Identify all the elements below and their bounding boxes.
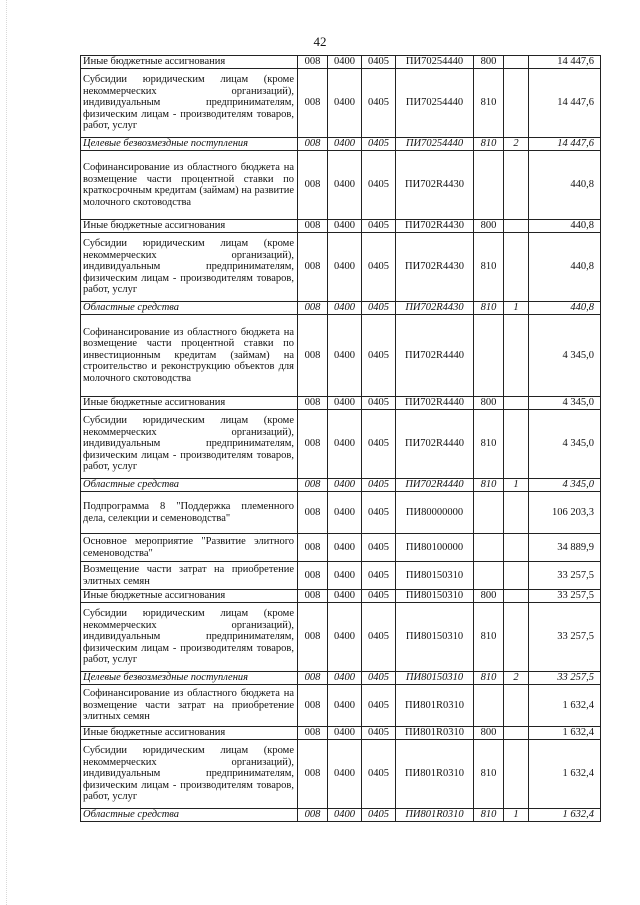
amount-cell: 106 203,3 [529,492,601,534]
funding-source-cell [504,233,529,302]
amount-cell: 440,8 [529,302,601,315]
amount-cell: 440,8 [529,220,601,233]
amount-cell: 34 889,9 [529,534,601,562]
target-article-cell: ПИ80150310 [396,562,474,590]
section-code-cell: 0400 [328,727,362,740]
expense-type-cell: 810 [474,69,504,138]
name-cell: Субсидии юридическим лицам (кроме некоммерческих организаций), индивидуальным предпринимателям, физическим лицам - производителям товаров, работ, услуг [81,233,298,302]
expense-type-cell: 810 [474,672,504,685]
target-article-cell: ПИ80000000 [396,492,474,534]
target-article-cell: ПИ801R0310 [396,727,474,740]
ministry-code-cell: 008 [298,410,328,479]
section-code-cell: 0400 [328,672,362,685]
amount-cell: 4 345,0 [529,410,601,479]
subsection-code-cell: 0405 [362,685,396,727]
amount-cell: 1 632,4 [529,740,601,809]
section-code-cell: 0400 [328,138,362,151]
amount-cell: 440,8 [529,151,601,220]
funding-source-cell [504,410,529,479]
ministry-code-cell: 008 [298,809,328,822]
amount-cell: 33 257,5 [529,603,601,672]
amount-cell: 4 345,0 [529,479,601,492]
amount-cell: 33 257,5 [529,672,601,685]
target-article-cell: ПИ801R0310 [396,740,474,809]
amount-cell: 14 447,6 [529,69,601,138]
subsection-code-cell: 0405 [362,590,396,603]
subsection-code-cell: 0405 [362,727,396,740]
section-code-cell: 0400 [328,397,362,410]
subsection-code-cell: 0405 [362,492,396,534]
ministry-code-cell: 008 [298,69,328,138]
target-article-cell: ПИ702R4440 [396,410,474,479]
expense-type-cell: 810 [474,233,504,302]
table-row [81,220,601,233]
name-cell: Иные бюджетные ассигнования [81,590,298,603]
name-cell: Подпрограмма 8 "Поддержка племенного дела, селекции и семеноводства" [81,492,298,534]
ministry-code-cell: 008 [298,315,328,397]
ministry-code-cell: 008 [298,603,328,672]
expense-type-cell: 800 [474,727,504,740]
target-article-cell: ПИ702R4430 [396,151,474,220]
table-row [81,315,601,397]
amount-cell: 14 447,6 [529,56,601,69]
name-cell: Субсидии юридическим лицам (кроме некоммерческих организаций), индивидуальным предпринимателям, физическим лицам - производителям товаров, работ, услуг [81,410,298,479]
expense-type-cell [474,562,504,590]
ministry-code-cell: 008 [298,302,328,315]
table-row [81,534,601,562]
target-article-cell: ПИ80100000 [396,534,474,562]
ministry-code-cell: 008 [298,534,328,562]
ministry-code-cell: 008 [298,138,328,151]
table-row [81,590,601,603]
table-row [81,740,601,809]
funding-source-cell [504,562,529,590]
expense-type-cell: 810 [474,809,504,822]
expense-type-cell [474,315,504,397]
expense-type-cell: 810 [474,138,504,151]
name-cell: Иные бюджетные ассигнования [81,56,298,69]
name-cell: Целевые безвозмездные поступления [81,672,298,685]
section-code-cell: 0400 [328,151,362,220]
funding-source-cell: 1 [504,302,529,315]
funding-source-cell [504,397,529,410]
subsection-code-cell: 0405 [362,410,396,479]
name-cell: Субсидии юридическим лицам (кроме некоммерческих организаций), индивидуальным предпринимателям, физическим лицам - производителям товаров, работ, услуг [81,740,298,809]
section-code-cell: 0400 [328,562,362,590]
ministry-code-cell: 008 [298,220,328,233]
section-code-cell: 0400 [328,603,362,672]
section-code-cell: 0400 [328,233,362,302]
name-cell: Основное мероприятие "Развитие элитного семеноводства" [81,534,298,562]
expense-type-cell: 800 [474,56,504,69]
expense-type-cell [474,151,504,220]
subsection-code-cell: 0405 [362,672,396,685]
amount-cell: 33 257,5 [529,590,601,603]
subsection-code-cell: 0405 [362,603,396,672]
name-cell: Областные средства [81,809,298,822]
expense-type-cell: 800 [474,220,504,233]
page-number: 42 [313,34,327,49]
funding-source-cell: 2 [504,138,529,151]
target-article-cell: ПИ80150310 [396,590,474,603]
ministry-code-cell: 008 [298,727,328,740]
target-article-cell: ПИ702R4440 [396,315,474,397]
target-article-cell: ПИ80150310 [396,603,474,672]
funding-source-cell: 2 [504,672,529,685]
table-row [81,233,601,302]
subsection-code-cell: 0405 [362,138,396,151]
name-cell: Областные средства [81,302,298,315]
funding-source-cell [504,315,529,397]
section-code-cell: 0400 [328,56,362,69]
ministry-code-cell: 008 [298,479,328,492]
section-code-cell: 0400 [328,315,362,397]
name-cell: Субсидии юридическим лицам (кроме некоммерческих организаций), индивидуальным предпринимателям, физическим лицам - производителям товаров, работ, услуг [81,69,298,138]
amount-cell: 1 632,4 [529,685,601,727]
binder-margin-line [6,0,7,905]
expense-type-cell: 800 [474,590,504,603]
funding-source-cell [504,727,529,740]
budget-table [80,55,601,822]
section-code-cell: 0400 [328,302,362,315]
funding-source-cell [504,492,529,534]
table-row [81,562,601,590]
expense-type-cell: 810 [474,410,504,479]
ministry-code-cell: 008 [298,685,328,727]
expense-type-cell [474,685,504,727]
target-article-cell: ПИ70254440 [396,69,474,138]
target-article-cell: ПИ702R4430 [396,233,474,302]
subsection-code-cell: 0405 [362,220,396,233]
subsection-code-cell: 0405 [362,233,396,302]
section-code-cell: 0400 [328,479,362,492]
funding-source-cell [504,590,529,603]
subsection-code-cell: 0405 [362,302,396,315]
target-article-cell: ПИ702R4430 [396,302,474,315]
subsection-code-cell: 0405 [362,740,396,809]
ministry-code-cell: 008 [298,233,328,302]
funding-source-cell: 1 [504,479,529,492]
ministry-code-cell: 008 [298,740,328,809]
ministry-code-cell: 008 [298,562,328,590]
target-article-cell: ПИ70254440 [396,56,474,69]
ministry-code-cell: 008 [298,492,328,534]
subsection-code-cell: 0405 [362,534,396,562]
expense-type-cell [474,492,504,534]
subsection-code-cell: 0405 [362,479,396,492]
table-row [81,603,601,672]
ministry-code-cell: 008 [298,672,328,685]
section-code-cell: 0400 [328,492,362,534]
funding-source-cell [504,534,529,562]
table-row [81,672,601,685]
funding-source-cell [504,740,529,809]
table-row [81,727,601,740]
funding-source-cell [504,685,529,727]
subsection-code-cell: 0405 [362,562,396,590]
target-article-cell: ПИ702R4440 [396,479,474,492]
name-cell: Возмещение части затрат на приобретение элитных семян [81,562,298,590]
amount-cell: 4 345,0 [529,315,601,397]
name-cell: Иные бюджетные ассигнования [81,220,298,233]
amount-cell: 440,8 [529,233,601,302]
target-article-cell: ПИ70254440 [396,138,474,151]
table-row [81,397,601,410]
name-cell: Областные средства [81,479,298,492]
table-row [81,151,601,220]
target-article-cell: ПИ702R4440 [396,397,474,410]
table-row [81,56,601,69]
table-row [81,302,601,315]
name-cell: Софинансирование из областного бюджета на возмещение части затрат на приобретение элитных семян [81,685,298,727]
subsection-code-cell: 0405 [362,315,396,397]
subsection-code-cell: 0405 [362,56,396,69]
section-code-cell: 0400 [328,69,362,138]
funding-source-cell [504,56,529,69]
name-cell: Иные бюджетные ассигнования [81,397,298,410]
ministry-code-cell: 008 [298,151,328,220]
name-cell: Иные бюджетные ассигнования [81,727,298,740]
ministry-code-cell: 008 [298,590,328,603]
ministry-code-cell: 008 [298,397,328,410]
funding-source-cell: 1 [504,809,529,822]
section-code-cell: 0400 [328,740,362,809]
section-code-cell: 0400 [328,534,362,562]
subsection-code-cell: 0405 [362,151,396,220]
target-article-cell: ПИ801R0310 [396,809,474,822]
table-row [81,410,601,479]
target-article-cell: ПИ702R4430 [396,220,474,233]
amount-cell: 4 345,0 [529,397,601,410]
ministry-code-cell: 008 [298,56,328,69]
expense-type-cell [474,534,504,562]
table-row [81,69,601,138]
section-code-cell: 0400 [328,809,362,822]
table-row [81,479,601,492]
table-row [81,809,601,822]
expense-type-cell: 810 [474,603,504,672]
amount-cell: 1 632,4 [529,727,601,740]
name-cell: Софинансирование из областного бюджета на возмещение части процентной ставки по краткосрочным кредитам (займам) на развитие молочного скотоводства [81,151,298,220]
amount-cell: 33 257,5 [529,562,601,590]
expense-type-cell: 810 [474,479,504,492]
name-cell: Целевые безвозмездные поступления [81,138,298,151]
table-row [81,492,601,534]
funding-source-cell [504,151,529,220]
subsection-code-cell: 0405 [362,809,396,822]
funding-source-cell [504,69,529,138]
expense-type-cell: 810 [474,740,504,809]
amount-cell: 14 447,6 [529,138,601,151]
section-code-cell: 0400 [328,685,362,727]
subsection-code-cell: 0405 [362,397,396,410]
section-code-cell: 0400 [328,410,362,479]
table-row [81,685,601,727]
funding-source-cell [504,220,529,233]
section-code-cell: 0400 [328,590,362,603]
expense-type-cell: 810 [474,302,504,315]
subsection-code-cell: 0405 [362,69,396,138]
table-body [81,56,601,822]
amount-cell: 1 632,4 [529,809,601,822]
target-article-cell: ПИ80150310 [396,672,474,685]
funding-source-cell [504,603,529,672]
section-code-cell: 0400 [328,220,362,233]
table-row [81,138,601,151]
name-cell: Софинансирование из областного бюджета на возмещение части процентной ставки по инвестиционным кредитам (займам) на строительство и реконструкцию объектов для молочного скотоводства [81,315,298,397]
target-article-cell: ПИ801R0310 [396,685,474,727]
expense-type-cell: 800 [474,397,504,410]
name-cell: Субсидии юридическим лицам (кроме некоммерческих организаций), индивидуальным предпринимателям, физическим лицам - производителям товаров, работ, услуг [81,603,298,672]
